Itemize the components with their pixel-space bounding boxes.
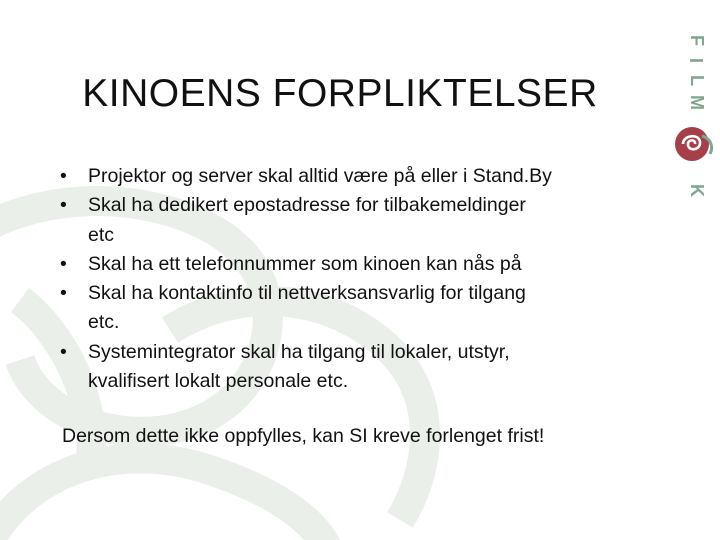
bullet-text: Projektor og server skal alltid være på eller i Stand.By <box>88 165 552 187</box>
bullet-text-continued: etc <box>88 223 115 246</box>
bullet-text-continued: kvalifisert lokalt personale etc. <box>88 370 349 393</box>
bullet-marker: • <box>60 340 67 363</box>
rose-logo-icon <box>672 122 720 166</box>
bullet-item <box>60 250 670 279</box>
brand-letter: L <box>686 75 707 86</box>
bullet-marker: • <box>60 165 67 187</box>
closing-statement: Dersom dette ikke oppfylles, kan SI kreve forlenget frist! <box>62 425 545 447</box>
bullet-item <box>60 338 670 397</box>
bullet-item <box>60 162 670 191</box>
bullet-item <box>60 279 670 338</box>
bullet-marker: • <box>60 282 67 305</box>
bullet-text: Skal ha dedikert epostadresse for tilbakemeldinger <box>88 194 526 217</box>
bullet-text: Systemintegrator skal ha tilgang til lokaler, utstyr, <box>88 340 510 363</box>
brand-letter: K <box>686 184 707 197</box>
bullet-text: Skal ha ett telefonnummer som kinoen kan nås på <box>88 252 522 275</box>
brand-letter: I <box>686 57 707 64</box>
bullet-text-continued: etc. <box>88 311 120 334</box>
brand-logo <box>672 30 720 220</box>
bullet-marker: • <box>60 252 67 275</box>
slide-title: KINOENS FORPLIKTELSER <box>82 72 598 115</box>
brand-letter: M <box>686 95 707 110</box>
bullet-list <box>60 162 670 396</box>
bullet-marker: • <box>60 194 67 217</box>
bullet-item <box>60 191 670 250</box>
bullet-text: Skal ha kontaktinfo til nettverksansvarlig for tilgang <box>88 282 526 305</box>
brand-letter: F <box>686 35 707 46</box>
